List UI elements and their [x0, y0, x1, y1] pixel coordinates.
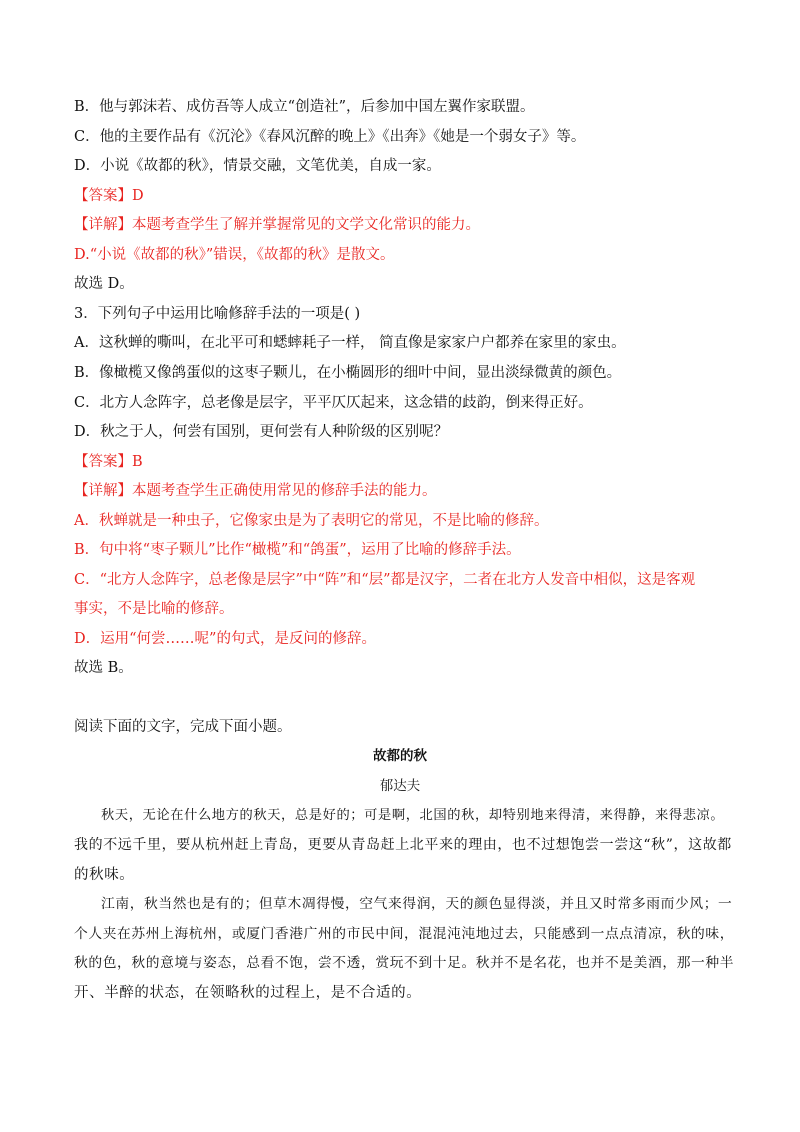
q2-conclusion: 故选 D。 — [74, 276, 134, 292]
essay-title: 故都的秋 — [373, 748, 427, 764]
q3-option-c: C．北方人念阵字，总老像是层字，平平仄仄起来，这念错的歧韵，倒来得正好。 — [74, 395, 593, 411]
q3-detail-d: D．运用“何尝……呢”的句式，是反问的修辞。 — [74, 631, 376, 647]
essay-paragraph-1-line1: 秋天，无论在什么地方的秋天，总是好的；可是啊，北国的秋，却特别地来得清，来得静，来得悲凉。 — [101, 808, 725, 823]
essay-paragraph-2-line1: 江南，秋当然也是有的；但草木凋得慢，空气来得润，天的颜色显得淡，并且又时常多雨而少风；一 — [101, 896, 733, 912]
q3-detail: 【详解】本题考查学生正确使用常见的修辞手法的能力。 — [74, 483, 437, 499]
q2-detail: 【详解】本题考查学生了解并掌握常见的文学文化常识的能力。 — [74, 217, 480, 233]
essay-paragraph-1-line3: 的秋味。 — [74, 867, 135, 883]
q3-conclusion: 故选 B。 — [74, 660, 133, 676]
q2-option-d: D．小说《故都的秋》，情景交融，文笔优美，自成一家。 — [74, 158, 441, 174]
q3-option-a: A．这秋蝉的嘶叫，在北平可和蟋蟀耗子一样， 简直像是家家户户都养在家里的家虫。 — [74, 335, 626, 351]
q3-detail-c-line1: C．“北方人念阵字，总老像是层字”中“阵”和“层”都是汉字，二者在北方人发音中相似，这是客观 — [74, 572, 696, 588]
q3-detail-a: A．秋蝉就是一种虫子，它像家虫是为了表明它的常见，不是比喻的修辞。 — [74, 513, 549, 529]
reading-instruction: 阅读下面的文字，完成下面小题。 — [74, 719, 292, 735]
q2-answer: 【答案】D — [74, 188, 144, 204]
q3-option-d: D．秋之于人，何尝有国别，更何尝有人种阶级的区别呢？ — [74, 424, 449, 440]
essay-paragraph-2-line2: 个人夹在苏州上海杭州，或厦门香港广州的市民中间，混混沌沌地过去，只能感到一点点清凉，秋的味， — [74, 926, 735, 942]
essay-paragraph-1-line2: 我的不远千里，要从杭州赶上青岛，更要从青岛赶上北平来的理由，也不过想饱尝一尝这“秋”，这故都 — [74, 837, 732, 853]
q2-option-b: B．他与郭沫若、成仿吾等人成立“创造社”，后参加中国左翼作家联盟。 — [74, 99, 535, 115]
essay-paragraph-2-line4: 开、半醉的状态，在领略秋的过程上，是不合适的。 — [74, 985, 422, 1001]
q2-option-c: C．他的主要作品有《沉沦》《春风沉醉的晚上》《出奔》《她是一个弱女子》等。 — [74, 129, 586, 145]
q3-option-b: B．像橄榄又像鸽蛋似的这枣子颗儿，在小椭圆形的细叶中间，显出淡绿微黄的颜色。 — [74, 365, 622, 381]
essay-paragraph-2-line3: 秋的色，秋的意境与姿态，总看不饱，尝不透，赏玩不到十足。秋并不是名花，也并不是美酒，那一种半 — [74, 955, 735, 971]
q2-detail-d: D.“小说《故都的秋》”错误，《故都的秋》是散文。 — [74, 247, 395, 263]
essay-author: 郁达夫 — [379, 778, 421, 794]
q3-detail-b: B．句中将“枣子颗儿”比作“橄榄”和“鸽蛋”，运用了比喻的修辞手法。 — [74, 542, 521, 558]
q3-question: 3．下列句子中运用比喻修辞手法的一项是( ) — [74, 306, 361, 322]
q3-detail-c-line2: 事实，不是比喻的修辞。 — [74, 601, 234, 617]
q3-answer: 【答案】B — [74, 454, 143, 470]
